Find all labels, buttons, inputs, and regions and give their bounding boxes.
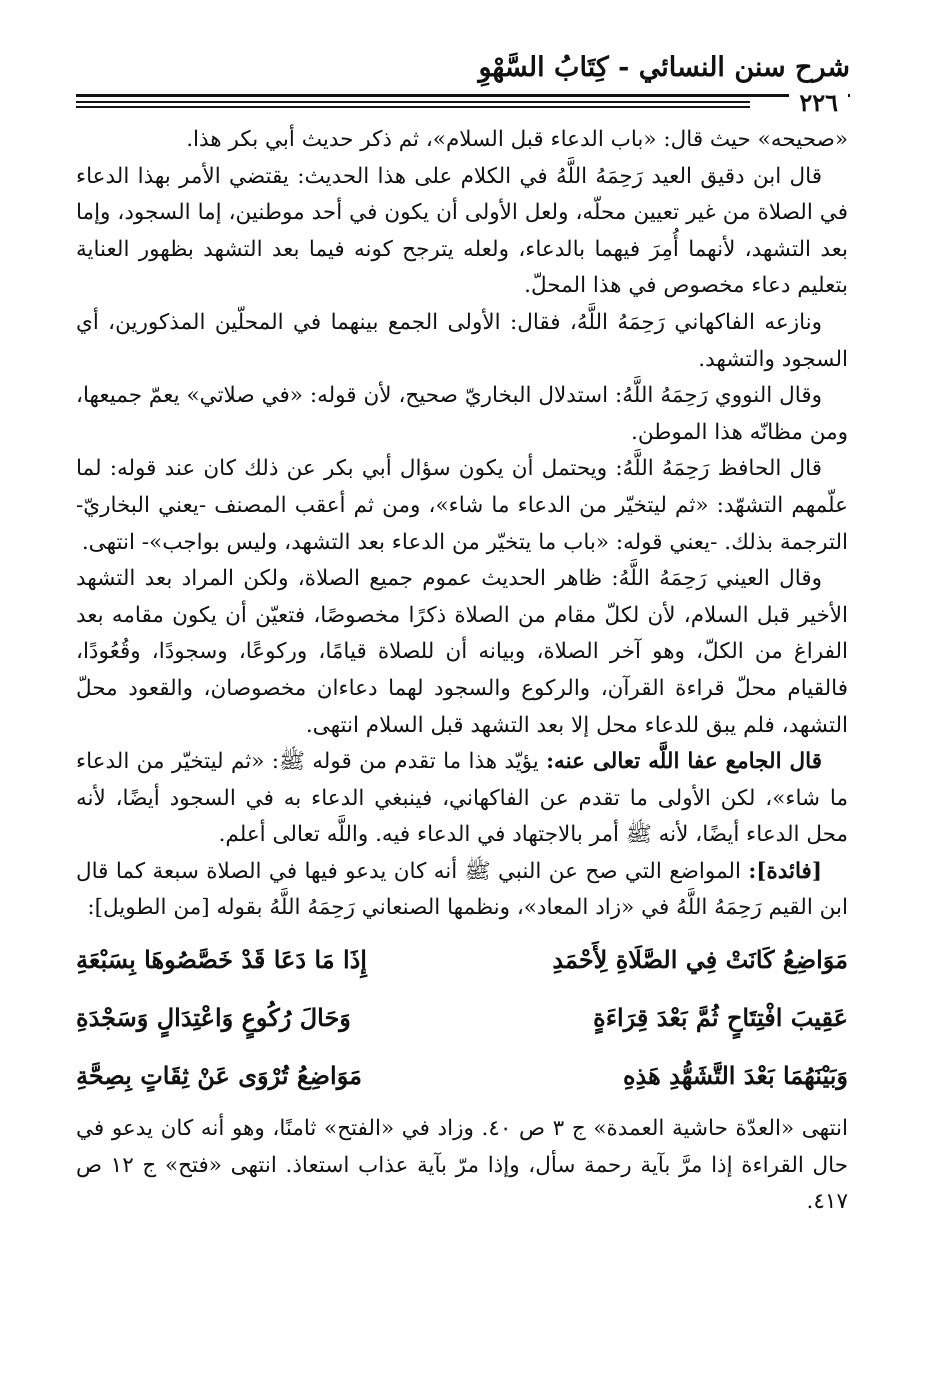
- poem-verse-2: [76, 989, 848, 1047]
- benefit-text: المواضع التي صح عن النبي ﷺ أنه كان يدعو فيها في الصلاة سبعة كما قال ابن القيم رَحِمَهُ اللَّهُ في «زاد المعاد»، ونظمها الصنعاني رَحِمَهُ اللَّهُ بقوله [من الطويل]:: [76, 858, 848, 921]
- poem-hemistich: إِذَا مَا دَعَا قَدْ خَصَّصُوهَا بِسَبْعَةِ: [76, 945, 367, 975]
- header-rule-thin-bottom: [76, 106, 750, 108]
- paragraph-1: «صحيحه» حيث قال: «باب الدعاء قبل السلام»، ثم ذكر حديث أبي بكر هذا.: [186, 127, 848, 152]
- poem: [76, 931, 848, 1105]
- benefit-lead: [فائدة]:: [748, 858, 822, 884]
- paragraph-5: قال الحافظ رَحِمَهُ اللَّهُ: ويحتمل أن يكون سؤال أبي بكر عن ذلك كان عند قوله: لما علّمهم التشهّد: «ثم ليتخيّر من الدعاء ما شاء»، ومن ثم أعقب المصنف -يعني البخاريّ- الترجمة بذلك. -يعني قوله: «باب ما يتخيّر من الدعاء بعد التشهد، وليس بواجب»- انتهى.: [76, 456, 848, 555]
- main-text: [76, 122, 848, 1221]
- header-rule-thick: [76, 94, 850, 97]
- author-note-lead: قال الجامع عفا اللَّه تعالى عنه:: [546, 749, 822, 775]
- paragraph-3: ونازعه الفاكهاني رَحِمَهُ اللَّهُ، فقال: الأولى الجمع بينهما في المحلّين المذكورين، أي السجود والتشهد.: [76, 309, 848, 372]
- poem-hemistich: وَبَيْنَهُمَا بَعْدَ التَّشَهُّدِ هَذِهِ: [622, 1061, 848, 1091]
- poem-hemistich: مَوَاضِعُ تُرْوَى عَنْ ثِقَاتٍ بِصِحَّةِ: [76, 1061, 362, 1091]
- paragraph-2: قال ابن دقيق العيد رَحِمَهُ اللَّهُ في الكلام على هذا الحديث: يقتضي الأمر بهذا الدعاء في الصلاة من غير تعيين محلّه، ولعل الأولى أن يكون في أحد موطنين، إما السجود، وإما بعد التشهد، لأنهما أُمِرَ فيهما بالدعاء، ولعله يترجح كونه فيما بعد التشهد بظهور العناية بتعليم دعاء مخصوص في هذا المحلّ.: [76, 163, 848, 299]
- paragraph-9: انتهى «العدّة حاشية العمدة» ج ٣ ص ٤٠. وزاد في «الفتح» ثامنًا، وهو أنه كان يدعو في حال القراءة إذا مرَّ بآية رحمة سأل، وإذا مرّ بآية عذاب استعاذ. انتهى «فتح» ج ١٢ ص ٤١٧.: [76, 1116, 848, 1215]
- poem-verse-1: [76, 931, 848, 989]
- paragraph-4: وقال النووي رَحِمَهُ اللَّهُ: استدلال البخاريّ صحيح، لأن قوله: «في صلاتي» يعمّ جميعها، ومن مظانّه هذا الموطن.: [76, 383, 848, 445]
- paragraph-6: وقال العيني رَحِمَهُ اللَّهُ: ظاهر الحديث عموم جميع الصلاة، ولكن المراد بعد التشهد الأخير قبل السلام، لأن لكلّ مقام من الصلاة ذكرًا مخصوصًا، فتعيّن أن يكون مقامه بعد الفراغ من الكلّ، وهو آخر الصلاة، وبيانه أن للصلاة قيامًا، وركوعًا، وسجودًا، وقُعُودًا، فالقيام محلّ قراءة القرآن، والركوع والسجود لهما دعاءان مخصوصان، والقعود محلّ التشهد، فلم يبق للدعاء محل إلا بعد التشهد قبل السلام انتهى.: [76, 566, 848, 738]
- author-note-text: يؤيّد هذا ما تقدم من قوله ﷺ: «ثم ليتخيّر من الدعاء ما شاء»، لكن الأولى ما تقدم عن الفاكهاني، فينبغي الدعاء به في السجود أيضًا، لأنه محل الدعاء أيضًا، لأنه ﷺ أمر بالاجتهاد في الدعاء فيه. واللَّه تعالى أعلم.: [76, 749, 848, 848]
- paragraph-7: [76, 744, 848, 854]
- running-header-title: شرح سنن النسائي - كِتَابُ السَّهْوِ: [478, 52, 850, 83]
- poem-hemistich: مَوَاضِعُ كَانَتْ فِي الصَّلَاةِ لِأَحْمَدِ: [552, 945, 848, 975]
- header-rule: [76, 92, 850, 112]
- page-number: ٢٢٦: [789, 88, 848, 117]
- poem-verse-3: [76, 1047, 848, 1105]
- header-rule-thin-top: [76, 101, 750, 103]
- poem-hemistich: وَحَالَ رُكُوعٍ وَاعْتِدَالٍ وَسَجْدَةِ: [76, 1003, 351, 1033]
- poem-hemistich: عَقِيبَ افْتِتَاحٍ ثُمَّ بَعْدَ قِرَاءَةٍ: [593, 1003, 848, 1033]
- paragraph-8: [76, 854, 848, 927]
